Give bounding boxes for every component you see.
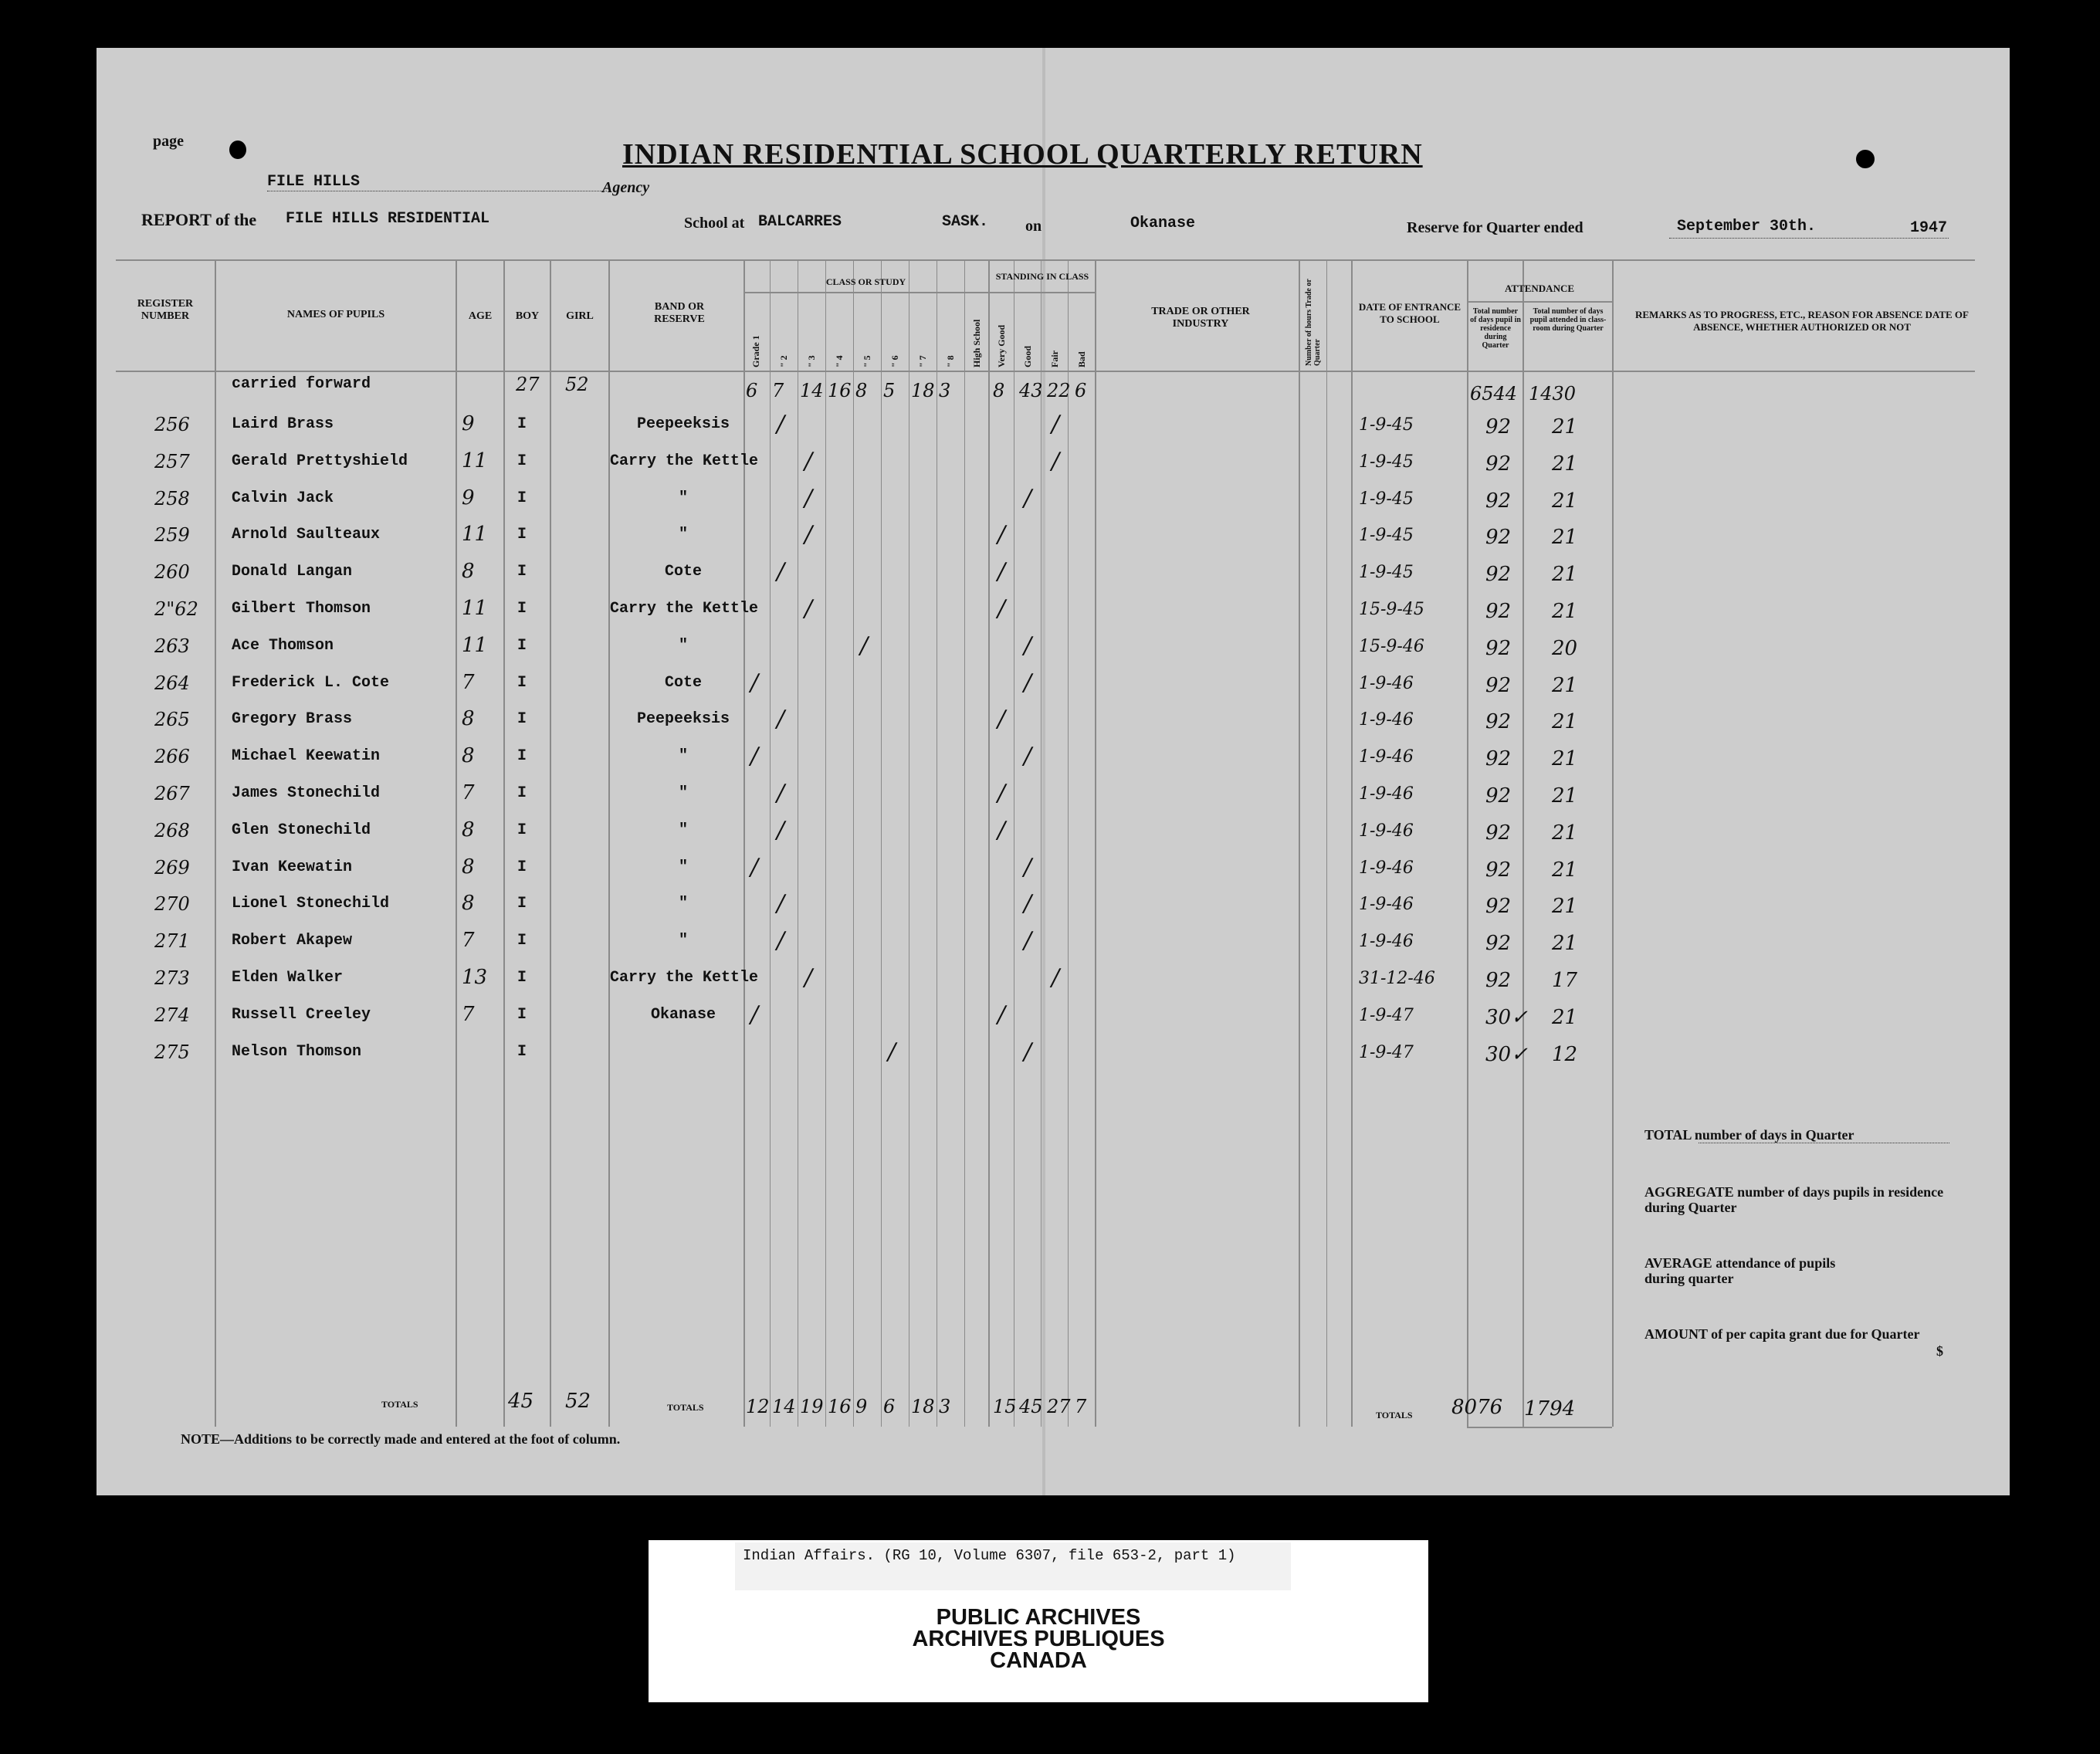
grade-tick-mark: / xyxy=(777,780,785,807)
carried-forward-residence: 6544 xyxy=(1470,383,1518,405)
totals-grade-count: 6 xyxy=(883,1396,896,1417)
totals-grade-count: 14 xyxy=(772,1396,796,1417)
register-number: 256 xyxy=(154,414,190,435)
reserve-value: Okanase xyxy=(1130,215,1196,232)
standing-tick-mark: / xyxy=(1024,1038,1032,1065)
standing-tick-mark: / xyxy=(1024,485,1032,512)
entry-date: 1-9-45 xyxy=(1359,563,1414,582)
pupil-band: Carry the Kettle xyxy=(610,600,759,618)
pupil-band: " xyxy=(678,489,688,507)
carried-forward-boy: 27 xyxy=(516,374,540,395)
pupil-name: Gerald Prettyshield xyxy=(232,452,408,470)
pupil-name: Robert Akapew xyxy=(232,932,353,950)
pupil-band: " xyxy=(678,895,688,913)
pupil-name: Michael Keewatin xyxy=(232,747,381,765)
col-header-grade-1: Grade 1 xyxy=(750,335,761,367)
entry-date: 15-9-45 xyxy=(1359,600,1424,619)
days-in-classroom: 21 xyxy=(1552,1006,1578,1029)
totals-grade-count: 19 xyxy=(800,1396,824,1417)
form-title: INDIAN RESIDENTIAL SCHOOL QUARTERLY RETURN xyxy=(622,138,1423,171)
year-value: 1947 xyxy=(1910,219,1948,237)
days-in-residence: 92 xyxy=(1485,452,1512,476)
col-header-fair: Fair xyxy=(1049,350,1060,367)
register-number: 275 xyxy=(154,1041,190,1063)
col-header-grade-5: " 5 xyxy=(862,355,872,367)
days-in-residence: 92 xyxy=(1485,637,1512,660)
pupil-boy: I xyxy=(517,489,527,507)
pupil-band: Peepeeksis xyxy=(636,415,730,433)
grade-tick-mark: / xyxy=(750,669,759,696)
col-rule xyxy=(1467,261,1468,1427)
entry-date: 1-9-46 xyxy=(1359,710,1414,730)
totals-grade-count: 12 xyxy=(746,1396,770,1417)
register-number: 263 xyxy=(154,635,190,657)
col-header-band: BAND OR RESERVE xyxy=(654,301,705,325)
totals-standing-count: 7 xyxy=(1075,1396,1087,1417)
pupil-age: 8 xyxy=(462,560,475,583)
carried-forward-standing-count: 8 xyxy=(993,380,1005,401)
grade-tick-mark: / xyxy=(777,817,785,844)
pupil-age: 13 xyxy=(462,966,488,989)
days-in-classroom: 20 xyxy=(1552,637,1578,660)
pupil-name: Russell Creeley xyxy=(232,1006,371,1024)
pupil-boy: I xyxy=(517,1006,527,1024)
entry-date: 31-12-46 xyxy=(1359,969,1435,988)
col-header-hours: Number of hours Trade or Quarter xyxy=(1305,279,1322,366)
days-in-classroom: 21 xyxy=(1552,710,1578,733)
totals-label-middle: TOTALS xyxy=(667,1402,704,1413)
carried-forward-standing-count: 43 xyxy=(1019,380,1043,401)
grade-tick-mark: / xyxy=(860,632,869,659)
grade-tick-mark: / xyxy=(750,743,759,770)
pupil-boy: I xyxy=(517,932,527,950)
standing-tick-mark: / xyxy=(1024,854,1032,881)
standing-tick-mark: / xyxy=(998,595,1006,622)
pupil-name: Gilbert Thomson xyxy=(232,600,371,618)
pupil-boy: I xyxy=(517,969,527,987)
days-in-residence: 92 xyxy=(1485,747,1512,770)
summary-amount: AMOUNT of per capita grant due for Quarter xyxy=(1644,1326,1920,1342)
pupil-boy: I xyxy=(517,674,527,692)
days-in-classroom: 21 xyxy=(1552,489,1578,513)
pupil-age: 9 xyxy=(462,412,475,435)
totals-standing-count: 27 xyxy=(1047,1396,1071,1417)
table-top-rule xyxy=(116,259,1975,261)
pupil-age: 7 xyxy=(462,1003,475,1026)
totals-grade-count: 16 xyxy=(828,1396,852,1417)
pupil-band: Peepeeksis xyxy=(636,710,730,728)
grade-tick-mark: / xyxy=(777,927,785,954)
register-number: 259 xyxy=(154,524,190,546)
pupil-name: Nelson Thomson xyxy=(232,1043,362,1061)
register-number: 268 xyxy=(154,820,190,841)
col-header-girl: GIRL xyxy=(566,310,594,322)
totals-grade-count: 3 xyxy=(939,1396,951,1417)
days-in-residence: 30✓ xyxy=(1485,1043,1528,1066)
col-header-good: Good xyxy=(1022,345,1033,367)
days-in-residence: 92 xyxy=(1485,563,1512,586)
grade-tick-mark: / xyxy=(804,448,813,475)
pupil-boy: I xyxy=(517,452,527,470)
pupil-age: 9 xyxy=(462,486,475,510)
header-bottom-rule xyxy=(116,371,1975,372)
col-header-grade-2: " 2 xyxy=(778,355,789,367)
agency-label: Agency xyxy=(602,179,650,196)
col-header-remarks: REMARKS AS TO PROGRESS, ETC., REASON FOR ABSENCE DATE OF ABSENCE, WHETHER AUTHORIZED OR NOT xyxy=(1635,309,1969,333)
pupil-band: Okanase xyxy=(650,1006,716,1024)
standing-tick-mark: / xyxy=(1052,964,1060,991)
pupil-age: 11 xyxy=(462,634,488,657)
col-rule xyxy=(550,261,551,1427)
days-in-classroom: 17 xyxy=(1552,969,1578,992)
entry-date: 1-9-46 xyxy=(1359,674,1414,693)
col-header-class-group: CLASS OR STUDY xyxy=(825,276,906,287)
col-rule xyxy=(853,261,854,1427)
pupil-band: Cote xyxy=(664,674,702,692)
col-header-grade-8: " 8 xyxy=(945,355,956,367)
pupil-band: " xyxy=(678,526,688,543)
carried-forward-grade-count: 18 xyxy=(911,380,935,401)
pupil-name: Calvin Jack xyxy=(232,489,334,507)
days-in-residence: 92 xyxy=(1485,969,1512,992)
days-in-classroom: 21 xyxy=(1552,526,1578,549)
col-rule xyxy=(1041,261,1042,1427)
pupil-boy: I xyxy=(517,1043,527,1061)
quarter-line xyxy=(1669,238,1949,239)
page-fold xyxy=(1042,48,1045,1495)
standing-tick-mark: / xyxy=(998,558,1006,585)
grade-tick-mark: / xyxy=(804,595,813,622)
col-header-grade-7: " 7 xyxy=(917,355,928,367)
days-in-residence: 92 xyxy=(1485,526,1512,549)
school-at-label: School at xyxy=(684,215,745,232)
pupil-boy: I xyxy=(517,895,527,913)
col-rule xyxy=(1299,261,1300,1427)
register-number: 266 xyxy=(154,746,190,767)
entry-date: 1-9-46 xyxy=(1359,784,1414,804)
days-in-residence: 92 xyxy=(1485,600,1512,623)
report-label: REPORT of the xyxy=(141,210,257,229)
col-header-boy: BOY xyxy=(515,310,540,322)
footnote: NOTE—Additions to be correctly made and entered at the foot of column. xyxy=(181,1431,621,1447)
pupil-boy: I xyxy=(517,784,527,802)
pupil-boy: I xyxy=(517,821,527,839)
standing-tick-mark: / xyxy=(1024,632,1032,659)
attendance-group-rule xyxy=(1467,301,1612,303)
col-rule xyxy=(743,261,745,1427)
days-in-residence: 92 xyxy=(1485,710,1512,733)
quarter-ended-value: September 30th. xyxy=(1677,218,1817,235)
days-in-classroom: 21 xyxy=(1552,821,1578,845)
standing-tick-mark: / xyxy=(998,1001,1006,1028)
entry-date: 1-9-46 xyxy=(1359,895,1414,914)
col-header-grade-6: " 6 xyxy=(889,355,900,367)
grade-tick-mark: / xyxy=(888,1038,896,1065)
pupil-boy: I xyxy=(517,563,527,581)
archive-line-3: CANADA xyxy=(990,1648,1087,1673)
standing-tick-mark: / xyxy=(1024,927,1032,954)
days-in-residence: 92 xyxy=(1485,415,1512,438)
pupil-name: Elden Walker xyxy=(232,969,344,987)
pupil-name: Lionel Stonechild xyxy=(232,895,390,913)
register-number: 264 xyxy=(154,672,190,694)
entry-date: 1-9-45 xyxy=(1359,489,1414,509)
pupil-band: " xyxy=(678,637,688,655)
col-header-grade-3: " 3 xyxy=(806,355,817,367)
carried-forward-label: carried forward xyxy=(232,375,371,393)
col-rule xyxy=(1068,261,1069,1427)
pupil-name: Ivan Keewatin xyxy=(232,858,353,876)
totals-label-right: TOTALS xyxy=(1376,1410,1413,1420)
pupil-band: Cote xyxy=(664,563,702,581)
pupil-boy: I xyxy=(517,526,527,543)
pupil-age: 7 xyxy=(462,781,475,804)
days-in-classroom: 12 xyxy=(1552,1043,1578,1066)
entry-date: 1-9-46 xyxy=(1359,858,1414,878)
pupil-name: Ace Thomson xyxy=(232,637,334,655)
col-header-trade: TRADE OR OTHER INDUSTRY xyxy=(1151,306,1250,330)
totals-standing-count: 15 xyxy=(993,1396,1017,1417)
summary-aggregate: AGGREGATE number of days pupils in residence during Quarter xyxy=(1644,1184,1944,1215)
register-number: 269 xyxy=(154,857,190,879)
col-header-residence: Total number of days pupil in residence during Quarter xyxy=(1470,307,1521,350)
col-header-classroom: Total number of days pupil attended in class-room during Quarter xyxy=(1529,307,1607,333)
standing-tick-mark: / xyxy=(1024,743,1032,770)
grade-tick-mark: / xyxy=(804,485,813,512)
pupil-band: Carry the Kettle xyxy=(610,969,759,987)
col-rule xyxy=(456,261,457,1427)
pupil-boy: I xyxy=(517,600,527,618)
standing-tick-mark: / xyxy=(1052,411,1060,438)
register-number: 258 xyxy=(154,488,190,510)
col-rule xyxy=(1326,261,1327,1427)
grade-tick-mark: / xyxy=(804,521,813,548)
carried-forward-standing-count: 6 xyxy=(1075,380,1087,401)
summary-average: AVERAGE attendance of pupils during quarter xyxy=(1644,1255,1836,1286)
col-rule xyxy=(988,261,990,1427)
col-rule xyxy=(881,261,882,1427)
pupil-band: Carry the Kettle xyxy=(610,452,759,470)
archive-line-2: ARCHIVES PUBLIQUES xyxy=(912,1627,1165,1651)
col-header-names: NAMES OF PUPILS xyxy=(286,309,385,320)
carried-forward-grade-count: 5 xyxy=(883,380,896,401)
col-rule xyxy=(1612,261,1614,1427)
register-number: 2"62 xyxy=(154,598,198,620)
col-rule xyxy=(770,261,771,1427)
days-in-residence: 92 xyxy=(1485,784,1512,808)
carried-forward-girl: 52 xyxy=(565,374,589,395)
days-in-classroom: 21 xyxy=(1552,858,1578,882)
totals-grade-count: 9 xyxy=(855,1396,868,1417)
days-in-classroom: 21 xyxy=(1552,747,1578,770)
grade-tick-mark: / xyxy=(777,706,785,733)
register-number: 260 xyxy=(154,561,190,583)
carried-forward-classroom: 1430 xyxy=(1529,383,1577,405)
totals-grade-count: 18 xyxy=(911,1396,935,1417)
totals-standing-count: 45 xyxy=(1019,1396,1043,1417)
col-header-bad: Bad xyxy=(1076,351,1087,367)
standing-tick-mark: / xyxy=(998,706,1006,733)
carried-forward-standing-count: 22 xyxy=(1047,380,1071,401)
totals-girl: 52 xyxy=(565,1390,591,1413)
entry-date: 1-9-46 xyxy=(1359,932,1414,951)
pupil-boy: I xyxy=(517,637,527,655)
carried-forward-grade-count: 8 xyxy=(855,380,868,401)
days-in-residence: 92 xyxy=(1485,489,1512,513)
province-value: SASK. xyxy=(942,213,989,231)
register-number: 271 xyxy=(154,930,190,952)
pupil-age: 7 xyxy=(462,929,475,952)
punch-hole xyxy=(1856,150,1875,168)
entry-date: 1-9-47 xyxy=(1359,1006,1414,1025)
col-header-standing-group: STANDING IN CLASS xyxy=(995,271,1089,282)
grade-tick-mark: / xyxy=(750,1001,759,1028)
pupil-band: " xyxy=(678,747,688,765)
pupil-age: 8 xyxy=(462,744,475,767)
pupil-age: 8 xyxy=(462,855,475,879)
entry-date: 1-9-46 xyxy=(1359,821,1414,841)
register-number: 257 xyxy=(154,451,190,472)
col-rule xyxy=(1351,261,1353,1427)
register-number: 270 xyxy=(154,893,190,915)
entry-date: 1-9-47 xyxy=(1359,1043,1414,1062)
pupil-age: 8 xyxy=(462,818,475,841)
pupil-band: " xyxy=(678,858,688,876)
carried-forward-grade-count: 16 xyxy=(828,380,852,401)
grade-tick-mark: / xyxy=(750,854,759,881)
col-header-grade-4: " 4 xyxy=(834,355,845,367)
agency-value: FILE HILLS xyxy=(267,173,361,191)
carried-forward-grade-count: 14 xyxy=(800,380,824,401)
pupil-age: 11 xyxy=(462,523,488,546)
pupil-band: " xyxy=(678,932,688,950)
col-rule xyxy=(503,261,505,1427)
totals-label-left: TOTALS xyxy=(381,1399,418,1410)
report-value: FILE HILLS RESIDENTIAL xyxy=(286,210,490,228)
page-number-blot xyxy=(229,141,246,159)
totals-residence: 8076 xyxy=(1451,1396,1503,1419)
pupil-name: Laird Brass xyxy=(232,415,334,433)
attendance-bottom-rule xyxy=(1467,1427,1612,1428)
pupil-name: Frederick L. Cote xyxy=(232,674,390,692)
archive-line-1: PUBLIC ARCHIVES xyxy=(936,1605,1141,1630)
summary-total-days: TOTAL number of days in Quarter xyxy=(1644,1127,1854,1143)
col-header-very-good: Very Good xyxy=(996,324,1007,367)
days-in-classroom: 21 xyxy=(1552,563,1578,586)
reserve-label: Reserve for Quarter ended xyxy=(1407,219,1583,236)
days-in-residence: 92 xyxy=(1485,821,1512,845)
col-rule xyxy=(964,261,965,1427)
pupil-name: Glen Stonechild xyxy=(232,821,371,839)
standing-tick-mark: / xyxy=(1024,890,1032,917)
col-rule xyxy=(1522,261,1524,1427)
days-in-residence: 92 xyxy=(1485,895,1512,918)
register-number: 265 xyxy=(154,709,190,730)
pupil-age: 11 xyxy=(462,449,488,472)
grade-tick-mark: / xyxy=(777,558,785,585)
archive-reference: Indian Affairs. (RG 10, Volume 6307, file 653-2, part 1) xyxy=(743,1547,1236,1564)
days-in-classroom: 21 xyxy=(1552,415,1578,438)
carried-forward-grade-count: 7 xyxy=(772,380,784,401)
standing-tick-mark: / xyxy=(1024,669,1032,696)
days-in-residence: 30✓ xyxy=(1485,1006,1528,1029)
col-rule xyxy=(608,261,610,1427)
days-in-residence: 92 xyxy=(1485,674,1512,697)
col-header-attendance: ATTENDANCE xyxy=(1504,283,1575,294)
days-in-classroom: 21 xyxy=(1552,895,1578,918)
days-in-classroom: 21 xyxy=(1552,932,1578,955)
pupil-name: James Stonechild xyxy=(232,784,381,802)
entry-date: 1-9-45 xyxy=(1359,415,1414,435)
grade-tick-mark: / xyxy=(804,964,813,991)
days-in-classroom: 21 xyxy=(1552,600,1578,623)
standing-tick-mark: / xyxy=(998,521,1006,548)
class-group-rule xyxy=(745,292,987,293)
entry-date: 1-9-46 xyxy=(1359,747,1414,767)
pupil-name: Donald Langan xyxy=(232,563,353,581)
register-number: 273 xyxy=(154,967,190,989)
register-number: 267 xyxy=(154,783,190,804)
totals-boy: 45 xyxy=(508,1390,534,1413)
pupil-boy: I xyxy=(517,710,527,728)
entry-date: 1-9-45 xyxy=(1359,452,1414,472)
carried-forward-grade-count: 6 xyxy=(746,380,758,401)
standing-tick-mark: / xyxy=(998,780,1006,807)
summary-currency: $ xyxy=(1936,1343,1943,1359)
pupil-band: " xyxy=(678,821,688,839)
col-header-register: REGISTER NUMBER xyxy=(137,298,194,322)
pupil-age: 8 xyxy=(462,707,475,730)
days-in-classroom: 21 xyxy=(1552,674,1578,697)
school-at-value: BALCARRES xyxy=(758,213,842,231)
col-header-age: AGE xyxy=(468,310,493,322)
carried-forward-grade-count: 3 xyxy=(939,380,951,401)
standing-tick-mark: / xyxy=(998,817,1006,844)
pupil-age: 8 xyxy=(462,892,475,915)
pupil-boy: I xyxy=(517,747,527,765)
pupil-name: Gregory Brass xyxy=(232,710,353,728)
entry-date: 15-9-46 xyxy=(1359,637,1424,656)
days-in-classroom: 21 xyxy=(1552,452,1578,476)
page-label: page xyxy=(153,133,184,150)
grade-tick-mark: / xyxy=(777,890,785,917)
grade-tick-mark: / xyxy=(777,411,785,438)
register-number: 274 xyxy=(154,1004,190,1026)
pupil-boy: I xyxy=(517,415,527,433)
pupil-age: 11 xyxy=(462,597,488,620)
on-label: on xyxy=(1025,218,1042,235)
col-header-date-entrance: DATE OF ENTRANCE TO SCHOOL xyxy=(1358,301,1462,325)
pupil-name: Arnold Saulteaux xyxy=(232,526,381,543)
entry-date: 1-9-45 xyxy=(1359,526,1414,545)
standing-tick-mark: / xyxy=(1052,448,1060,475)
days-in-residence: 92 xyxy=(1485,858,1512,882)
pupil-band: " xyxy=(678,784,688,802)
col-rule xyxy=(1095,261,1096,1427)
days-in-classroom: 21 xyxy=(1552,784,1578,808)
pupil-age: 7 xyxy=(462,671,475,694)
col-rule xyxy=(825,261,826,1427)
pupil-boy: I xyxy=(517,858,527,876)
col-header-high-school: High School xyxy=(971,319,982,367)
days-in-residence: 92 xyxy=(1485,932,1512,955)
col-rule xyxy=(215,261,216,1427)
totals-classroom: 1794 xyxy=(1524,1397,1576,1420)
